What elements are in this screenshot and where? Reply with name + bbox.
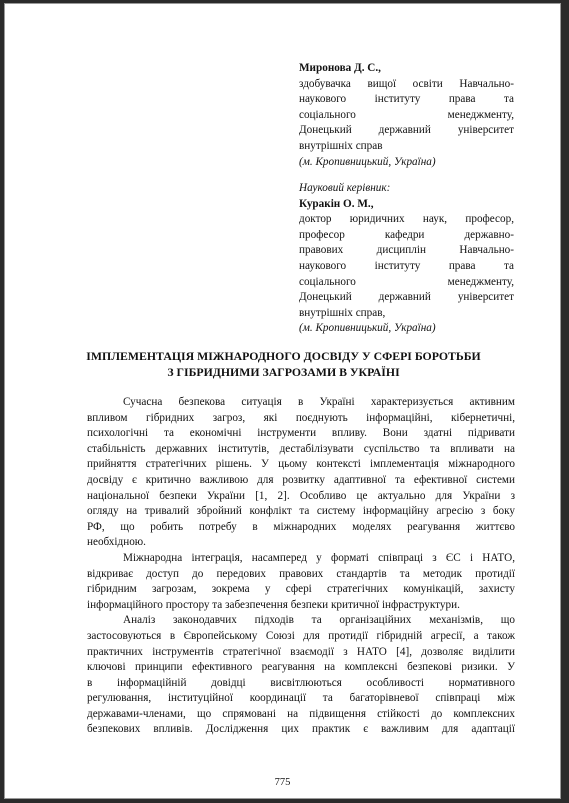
supervisor-affiliation-line: Донецький державний університет xyxy=(299,291,514,304)
supervisor-name: Куракін О. М., xyxy=(299,197,374,210)
supervisor-affiliation-line: наукового інституту права та xyxy=(299,259,514,272)
body-text-line: Сучасна безпекова ситуація в Україні характеризується активним xyxy=(123,396,515,408)
supervisor-block xyxy=(299,181,514,337)
body-text-line: РФ, що робить потребу в міжнародних моделях реагування життєво xyxy=(87,520,515,533)
body-text-line: огляду на тривалий збройний конфлікт та систему інформаційну агресію з боку xyxy=(87,505,515,518)
body-text-line: Аналіз законодавчих підходів та організаційних механізмів, що xyxy=(123,614,515,627)
author-block xyxy=(299,61,514,170)
body-text-line: необхідною. xyxy=(87,536,146,549)
author-location: (м. Кропивницький, Україна) xyxy=(299,155,436,168)
body-text-line: інформаційного простору та забезпечення безпеки критичної інфраструктури. xyxy=(87,598,460,611)
body-text-line: практичних інструментів стратегічної взаємодії з НАТО [4], дозволяє виділити xyxy=(87,645,515,658)
body-text-line: в інформаційній довідці висвітлюються особливості нормативного xyxy=(87,676,515,689)
article-title xyxy=(45,349,522,380)
supervisor-affiliation-line: правових дисциплін Навчально- xyxy=(299,244,514,257)
supervisor-affiliation-line: соціального менеджменту, xyxy=(299,275,514,288)
body-text-line: безпекових впливів. Дослідження цих практик є важливим для адаптації xyxy=(87,723,515,736)
supervisor-affiliation-line: професор кафедри державно- xyxy=(299,228,514,241)
body-text-line: державами-членами, що спрямовані на підвищення стійкості до комплексних xyxy=(87,707,515,720)
body-text-line: прийняття стратегічних рішень. У цьому контексті імплементація міжнародного xyxy=(87,458,515,471)
body-text-line: стабільність державних інститутів, дестабілізувати суспільство та впливати на xyxy=(87,442,515,455)
author-name: Миронова Д. С., xyxy=(299,62,381,74)
article-body xyxy=(87,395,515,738)
supervisor-affiliation-line: внутрішніх справ, xyxy=(299,306,386,319)
body-text-line: психологічні та економічні інструменти впливу. Вони здатні підривати xyxy=(87,427,515,440)
body-text-line: ключові принципи ефективного реагування на комплексні безпекові ризики. У xyxy=(87,661,515,674)
author-affiliation-line: внутрішніх справ xyxy=(299,139,383,152)
body-text-line: застосовуються в Європейському Союзі для протидії гібридній агресії, а також xyxy=(87,629,515,642)
body-text-line: досвіду є критично важливою для розвитку адаптивної та ефективної системи xyxy=(87,473,515,486)
body-text-line: регулювання, інституційної координації та багаторівневої співпраці між xyxy=(87,692,515,705)
author-affiliation-line: Донецький державний університет xyxy=(299,124,514,137)
body-text-line: відкриває доступ до передових правових стандартів та методик протидії xyxy=(87,567,515,580)
body-text-line: Міжнародна інтеграція, насамперед у форматі співпраці з ЄС і НАТО, xyxy=(123,551,515,564)
author-affiliation-line: соціального менеджменту, xyxy=(299,108,514,121)
body-text-line: гібридним загрозам, зокрема у сфері стратегічних комунікацій, захисту xyxy=(87,583,515,596)
page-number: 775 xyxy=(274,777,291,788)
supervisor-affiliation-line: доктор юридичних наук, професор, xyxy=(299,213,514,226)
article-title-line: З ГІБРИДНИМИ ЗАГРОЗАМИ В УКРАЇНІ xyxy=(167,364,400,379)
body-text-line: впливом гібридних загроз, які поєднують інформаційні, кібернетичні, xyxy=(87,411,515,424)
document-page xyxy=(4,3,561,799)
author-affiliation-line: здобувачка вищої освіти Навчально- xyxy=(299,77,514,90)
author-affiliation-line: наукового інституту права та xyxy=(299,93,514,106)
body-text-line: національної безпеки України [1, 2]. Особливо це актуально для України з xyxy=(87,489,515,502)
supervisor-label: Науковий керівник: xyxy=(299,182,391,194)
article-title-line: ІМПЛЕМЕНТАЦІЯ МІЖНАРОДНОГО ДОСВІДУ У СФЕРІ БОРОТЬБИ xyxy=(86,349,481,363)
supervisor-location: (м. Кропивницький, Україна) xyxy=(299,322,436,335)
